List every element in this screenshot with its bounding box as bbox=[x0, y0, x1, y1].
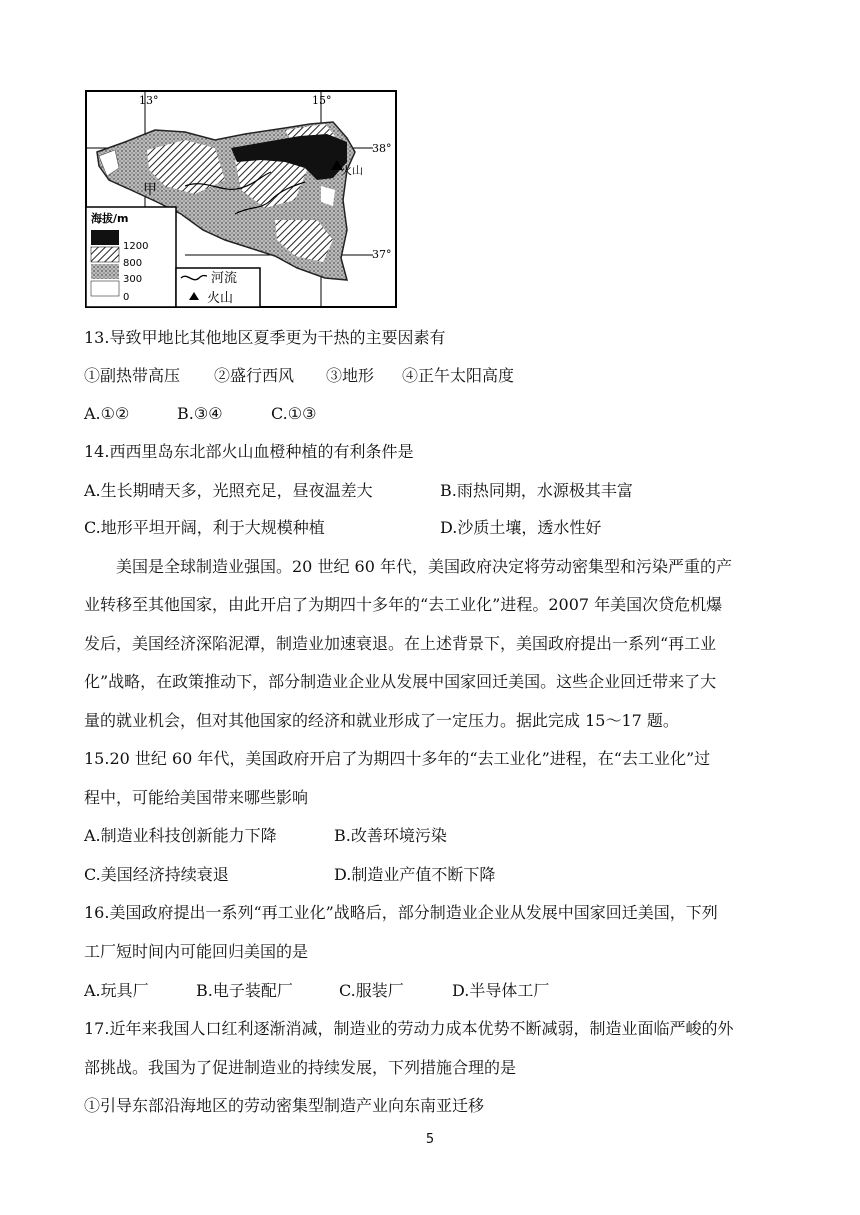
symbol-legend bbox=[176, 268, 260, 307]
legend-river-label: 河流 bbox=[211, 271, 238, 286]
legend-value-300: 300 bbox=[123, 274, 143, 285]
legend-swatch-800 bbox=[91, 247, 119, 262]
q16-option-a: A.玩具厂 bbox=[84, 981, 149, 1000]
q14-option-c: C.地形平坦开阔，利于大规模种植 bbox=[84, 518, 325, 537]
passage-line-3: 发后，美国经济深陷泥潭，制造业加速衰退。在上述背景下，美国政府提出一系列“再工业 bbox=[84, 634, 717, 653]
q14-option-a: A.生长期晴天多，光照充足，昼夜温差大 bbox=[84, 481, 373, 500]
passage-line-4: 化”战略，在政策推动下，部分制造业企业从发展中国家回迁美国。这些企业回迁带来了大 bbox=[84, 672, 717, 691]
q16-option-d: D.半导体工厂 bbox=[452, 981, 550, 1000]
q14-option-d: D.沙质土壤，透水性好 bbox=[440, 518, 602, 537]
q15-option-a: A.制造业科技创新能力下降 bbox=[84, 826, 277, 845]
lon-label-13: 13° bbox=[139, 94, 159, 107]
q13-item-1: ①副热带高压 bbox=[84, 366, 181, 385]
lat-label-37: 37° bbox=[372, 248, 392, 261]
q13-stem: 13.导致甲地比其他地区夏季更为干热的主要因素有 bbox=[84, 328, 446, 347]
q13-item-3: ③地形 bbox=[326, 366, 375, 385]
q15-stem-line-2: 程中，可能给美国带来哪些影响 bbox=[84, 788, 309, 807]
q17-item-1: ①引导东部沿海地区的劳动密集型制造产业向东南亚迁移 bbox=[84, 1096, 485, 1115]
q13-item-4: ④正午太阳高度 bbox=[402, 366, 515, 385]
legend-value-0: 0 bbox=[123, 292, 130, 303]
page-number: 5 bbox=[425, 1132, 435, 1147]
q13-item-2: ②盛行西风 bbox=[214, 366, 295, 385]
q16-stem-line-2: 工厂短时间内可能回归美国的是 bbox=[84, 942, 309, 961]
q14-option-b: B.雨热同期，水源极其丰富 bbox=[440, 481, 633, 500]
q13-option-c: C.①③ bbox=[271, 404, 317, 423]
legend-value-1200: 1200 bbox=[123, 241, 149, 252]
q13-option-a: A.①② bbox=[84, 404, 130, 423]
passage-line-1: 美国是全球制造业强国。20 世纪 60 年代，美国政府决定将劳动密集型和污染严重的产 bbox=[84, 557, 732, 576]
q15-option-d: D.制造业产值不断下降 bbox=[334, 865, 496, 884]
region-label-jia: 甲 bbox=[143, 182, 157, 198]
q16-option-c: C.服装厂 bbox=[339, 981, 404, 1000]
q17-stem-line-2: 部挑战。我国为了促进制造业的持续发展，下列措施合理的是 bbox=[84, 1058, 517, 1077]
map-legend bbox=[86, 207, 176, 307]
q13-option-b: B.③④ bbox=[177, 404, 223, 423]
volcano-map-label: 火山 bbox=[341, 164, 363, 177]
legend-swatch-1200 bbox=[91, 230, 119, 245]
q15-stem-line-1: 15.20 世纪 60 年代，美国政府开启了为期四十多年的“去工业化”进程，在“去工业化”过 bbox=[84, 749, 711, 768]
map-svg bbox=[85, 90, 397, 308]
legend-title: 海拔/m bbox=[91, 212, 129, 225]
q15-option-b: B.改善环境污染 bbox=[334, 826, 447, 845]
lon-label-15: 15° bbox=[312, 94, 332, 107]
q16-stem-line-1: 16.美国政府提出一系列“再工业化”战略后，部分制造业企业从发展中国家回迁美国，下列 bbox=[84, 903, 718, 922]
legend-swatch-300 bbox=[91, 264, 119, 279]
q15-option-c: C.美国经济持续衰退 bbox=[84, 865, 229, 884]
legend-swatch-0 bbox=[91, 281, 119, 296]
q17-stem-line-1: 17.近年来我国人口红利逐渐消减，制造业的劳动力成本优势不断减弱，制造业面临严峻的外 bbox=[84, 1019, 734, 1038]
lat-label-38: 38° bbox=[372, 142, 392, 155]
passage-line-5: 量的就业机会，但对其他国家的经济和就业形成了一定压力。据此完成 15～17 题。 bbox=[84, 711, 679, 730]
legend-value-800: 800 bbox=[123, 258, 143, 269]
q14-stem: 14.西西里岛东北部火山血橙种植的有利条件是 bbox=[84, 442, 414, 461]
legend-volcano-label: 火山 bbox=[207, 291, 234, 306]
q16-option-b: B.电子装配厂 bbox=[196, 981, 293, 1000]
passage-line-2: 业转移至其他国家，由此开启了为期四十多年的“去工业化”进程。2007 年美国次贷危机爆 bbox=[84, 595, 723, 614]
sicily-elevation-map bbox=[85, 90, 397, 308]
